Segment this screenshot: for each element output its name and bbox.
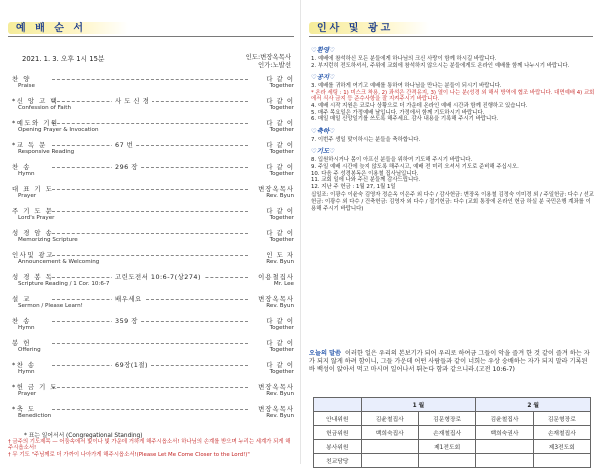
- table-cell: 제3전도회: [533, 440, 590, 454]
- item-detail: 배우세요: [112, 294, 145, 303]
- item-leader: 다 같 이: [263, 338, 294, 347]
- worship-order-item: [12, 316, 294, 338]
- table-row: [314, 426, 591, 440]
- announcement-item: 9. 주일 예배 시간에 늦지 않도록 해주시고, 예배 전 미리 오셔서 기도로 준비해 주십시오.: [311, 163, 519, 170]
- announcement-item: 12. 지난 주 헌금 : 1월 27, 1월 1일: [311, 183, 396, 190]
- announcement-item: 8. 입원하시거나 몸이 아프신 분들을 위하여 기도해 주시기 바랍니다.: [311, 157, 473, 164]
- item-leader: 변장옥목사: [255, 294, 294, 303]
- announcement-item: 5. 매주 목요일은 가정예배 날입니다. 가정에서 함께 기도하시기 바랍니다.: [311, 109, 485, 116]
- item-detail: 사 도 신 경: [112, 96, 152, 105]
- item-name-english: Lord's Prayer: [18, 215, 55, 221]
- item-name: *신 앙 고 백: [12, 97, 58, 105]
- duty-roster-table: [313, 397, 591, 468]
- item-leader-english: Together: [269, 347, 294, 353]
- item-leader-english: Rev. Byun: [266, 391, 294, 397]
- section-notice: ♡공지♡: [311, 73, 335, 82]
- service-leader: [226, 53, 291, 69]
- table-header-cell: 1 월: [361, 398, 476, 412]
- section-welcome: ♡환영♡: [311, 46, 335, 54]
- worship-order-item: [12, 404, 294, 426]
- item-name: *헌 금 기 도: [12, 383, 58, 391]
- leader-dots: [52, 211, 248, 212]
- notice-list: [311, 83, 595, 123]
- worship-order-item: [12, 184, 294, 206]
- table-cell: 김윤철집사: [476, 412, 533, 426]
- worship-order-item: [12, 118, 294, 140]
- item-name: 인사및 광고: [12, 251, 54, 259]
- item-leader: 다 같 이: [263, 360, 294, 369]
- item-name-english: Benediction: [18, 413, 52, 419]
- leader-dots: [52, 387, 248, 388]
- leader-dots: [52, 123, 248, 124]
- item-name: 봉 헌: [12, 339, 31, 347]
- item-leader-english: Together: [269, 83, 294, 89]
- leader-line: 인도:변장옥목사: [245, 53, 291, 61]
- worship-order-item: [12, 162, 294, 184]
- announcement-item: 4. 예배 시작 지원은 코로나 상황으로 더 가운데 온라인 예배 시간과 함께 진행하고 있습니다.: [311, 102, 528, 109]
- announcement-item: 6. 매일 매일 신앙일기를 쓰도록 해주세요. 감사 내용을 기록해 주시기 바랍니다.: [311, 116, 499, 123]
- worship-order-item: [12, 206, 294, 228]
- item-leader: 이용철집사: [255, 272, 294, 281]
- item-name: 설 교: [12, 295, 31, 303]
- table-cell: [476, 454, 533, 468]
- item-leader: 다 같 이: [263, 162, 294, 171]
- page-title: 예 배 순 서: [16, 23, 87, 34]
- item-name-english: Responsive Reading: [18, 149, 75, 155]
- divider: [8, 36, 294, 37]
- leader-dots: [52, 79, 248, 80]
- leader-dots: [52, 167, 248, 168]
- item-leader-english: Together: [269, 215, 294, 221]
- table-cell: 봉사위원: [314, 440, 362, 454]
- worship-order-item: [12, 96, 294, 118]
- worship-order-item: [12, 250, 294, 272]
- table-cell: 친교담당: [314, 454, 362, 468]
- table-cell: 김윤철집사: [361, 412, 418, 426]
- table-cell: [533, 454, 590, 468]
- item-leader-english: Rev. Byun: [266, 303, 294, 309]
- leader-dots: [52, 255, 248, 256]
- table-body: [314, 412, 591, 468]
- announcements-page: [300, 0, 600, 464]
- worship-order-item: [12, 228, 294, 250]
- worship-order-list: [12, 74, 294, 426]
- table-cell: 백희숙집사: [361, 426, 418, 440]
- table-cell: [361, 454, 418, 468]
- leader-dots: [52, 409, 248, 410]
- table-cell: 백희숙권사: [476, 426, 533, 440]
- divider: [309, 36, 593, 37]
- worship-order-item: [12, 140, 294, 162]
- item-name: 찬 송: [12, 317, 31, 325]
- item-leader-english: Rev. Byun: [266, 259, 294, 265]
- item-name-english: Memorizing Scripture: [18, 237, 78, 243]
- item-name: *예도와 기원: [12, 119, 59, 127]
- leader-dots: [52, 145, 248, 146]
- table-cell: 손재철집사: [418, 426, 475, 440]
- item-leader-english: Together: [269, 237, 294, 243]
- item-name-english: Hymn: [18, 325, 35, 331]
- item-name: 찬 송: [12, 163, 31, 171]
- item-name: *축 도: [12, 405, 36, 413]
- item-name-english: Sermon / Please Learn!: [18, 303, 83, 309]
- page-title: 인사 및 광고: [317, 23, 394, 34]
- item-name: *찬 송: [12, 361, 36, 369]
- announcement-item: 7. 이번주 생일 맞이하시는 분들을 축하합니다.: [311, 136, 421, 143]
- item-leader: 다 같 이: [263, 96, 294, 105]
- item-detail: 359 장: [112, 316, 141, 325]
- item-leader-english: Mr. Lee: [273, 281, 294, 287]
- leader-dots: [52, 189, 248, 190]
- welcome-list: [311, 56, 595, 69]
- item-leader-english: Together: [269, 149, 294, 155]
- item-name-english: Hymn: [18, 171, 35, 177]
- item-leader-english: Rev. Byun: [266, 193, 294, 199]
- item-leader-english: Together: [269, 171, 294, 177]
- leader-dots: [52, 343, 248, 344]
- item-detail: 67 번: [112, 140, 136, 149]
- prayer-list: [311, 157, 595, 190]
- table-cell: 안내위원: [314, 412, 362, 426]
- worship-order-item: [12, 382, 294, 404]
- leader-dots: [52, 233, 248, 234]
- item-name-english: Hymn: [18, 369, 35, 375]
- table-cell: [361, 440, 418, 454]
- item-name: 성 경 봉 독: [12, 273, 54, 281]
- worship-order-item: [12, 294, 294, 316]
- table-cell: 김문형장로: [418, 412, 475, 426]
- item-name-english: Scripture Reading / 1 Cor. 10:6-7: [18, 281, 110, 287]
- section-prayer: ♡기도♡: [311, 147, 335, 156]
- closing-prayer: † 무 기도 "주님께로 더 가까이 나아가게 해주시옵소서!(Please Let Me Come Closer to the Lord!)": [8, 451, 250, 458]
- item-leader: 다 같 이: [263, 206, 294, 215]
- item-leader: 변장옥목사: [255, 382, 294, 391]
- leader-dots: [52, 299, 248, 300]
- item-leader: 다 같 이: [263, 316, 294, 325]
- item-name: *교 독 문: [12, 141, 47, 149]
- item-name-english: Prayer: [18, 391, 37, 397]
- service-date: 2021. 1. 3. 오후 1시 15분: [22, 55, 105, 63]
- item-name: 찬 양: [12, 75, 31, 83]
- todays-word-text: 이러한 일은 우리의 본보기가 되어 우리로 하여금 그들이 악을 즐겨 한 것 같이 즐겨 하는 자가 되지 않게 하려 함이니, 그들 가운데 어떤 사람들과 같이 너희는 우상 숭배하는 자가 되지 말라 기록된 바 백성이 앉아서 먹고 마시며 일어나서 뛰논다 함과 같으니라.(고전 10:6-7): [309, 350, 590, 373]
- item-leader-english: Together: [269, 325, 294, 331]
- item-name-english: Opening Prayer & Invocation: [18, 127, 99, 133]
- item-name: 주 기 도 문: [12, 207, 54, 215]
- item-leader: 다 같 이: [263, 228, 294, 237]
- announcement-item: 3. 예배를 귀하게 여기고 예배를 통하여 하나님을 만나는 분들이 되시기 바랍니다.: [311, 83, 502, 90]
- prayer-notes: [8, 439, 294, 458]
- item-leader: 변장옥목사: [255, 404, 294, 413]
- item-name-english: Announcement & Welcoming: [18, 259, 100, 265]
- item-name-english: Confession of Faith: [18, 105, 72, 111]
- table-row: [314, 454, 591, 468]
- worship-order-item: [12, 360, 294, 382]
- table-header-cell: 2 월: [476, 398, 591, 412]
- announcement-item: * 온라 세팅 : 1) 미스크 착용, 2) 좌석은 간격유지, 3) 열이 나는 분(성경 외 해서 방역에 협조 바랍니다. 대면예배 4) 교회에서 식사 금지 등 준수사항을 잘 지켜주시기 바랍니다.: [311, 89, 595, 103]
- item-detail: 고린도전서 10:6-7(상274): [112, 272, 204, 281]
- item-leader-english: Rev. Byun: [266, 413, 294, 419]
- standing-note: * 표는 일어서서 (Congregational Standing): [24, 433, 143, 439]
- item-name-english: Offering: [18, 347, 41, 353]
- offering-list: 십일조: 이광수 이윤숙 김영자 정순옥 이은주 외 다수 / 감사헌금: 변장옥 이용철 김정숙 이미경 외 / 주일헌금: 다수 / 선교헌금: 이광수 외 다수 / 건축헌금: 김영자 외 다수 / 절기헌금: 다수 (교회 통장에 온라인 헌금 하실 분 국민은행 계좌를 이용해 주시기 바랍니다): [311, 192, 594, 212]
- item-leader-english: Together: [269, 105, 294, 111]
- table-header-row: [314, 398, 591, 412]
- worship-order-item: [12, 338, 294, 360]
- item-name-english: Prayer: [18, 193, 37, 199]
- item-leader-english: Together: [269, 127, 294, 133]
- item-leader: 다 같 이: [263, 118, 294, 127]
- announcement-item: 2. 부지런히 전도하셔서, 주위에 교회에 참석하지 않으시는 분들에게도 온라인 예배를 함께 나누시기 바랍니다.: [311, 62, 570, 69]
- order-of-worship-page: [0, 0, 300, 464]
- item-name-english: Praise: [18, 83, 35, 89]
- item-leader: 다 같 이: [263, 140, 294, 149]
- worship-order-item: [12, 272, 294, 294]
- celebrate-list: [311, 137, 595, 144]
- table-header-cell: [314, 398, 362, 412]
- section-celebrate: ♡축하♡: [311, 126, 335, 135]
- table-row: [314, 412, 591, 426]
- table-cell: [476, 440, 533, 454]
- weekly-prayer-topic: † 금주의 기도제목 — 어둠속에서 빛이나 빛 가운데 거하게 해주시옵소서! 하나님의 손계를 받으며 누리는 세계가 되게 해주시옵소서!: [8, 439, 291, 452]
- announcements: [311, 42, 595, 212]
- announcement-item: 1. 예배에 참석하신 모든 분들에게 하나님의 크신 사랑이 함께 하시길 바랍니다.: [311, 56, 497, 62]
- table-cell: 김문형장로: [533, 412, 590, 426]
- table-cell: [418, 454, 475, 468]
- table-cell: 제1전도회: [418, 440, 475, 454]
- table-cell: 헌금위원: [314, 426, 362, 440]
- worship-order-item: [12, 74, 294, 96]
- item-leader: 변장옥목사: [255, 184, 294, 193]
- item-name: 대 표 기 도: [12, 185, 54, 193]
- item-name: 성 경 암 송: [12, 229, 54, 237]
- item-detail: 69장(1절): [112, 360, 151, 369]
- item-detail: 296 장: [112, 162, 141, 171]
- item-leader: 인 도 자: [263, 250, 294, 259]
- leader-dots: [52, 321, 248, 322]
- item-leader: 다 같 이: [263, 74, 294, 83]
- announcement-item: 10. 다음 주 성경봉독은 이용철 집사님입니다.: [311, 170, 419, 177]
- item-leader-english: Together: [269, 369, 294, 375]
- leader-sub-line: 인가:노발선: [257, 61, 291, 69]
- table-row: [314, 440, 591, 454]
- todays-word: [309, 350, 593, 374]
- todays-word-title: 오늘의 말씀: [309, 350, 342, 357]
- announcement-item: 11. 교회 일에 나와 주신 분들께 감사드립니다.: [311, 177, 421, 184]
- table-cell: 손재철집사: [533, 426, 590, 440]
